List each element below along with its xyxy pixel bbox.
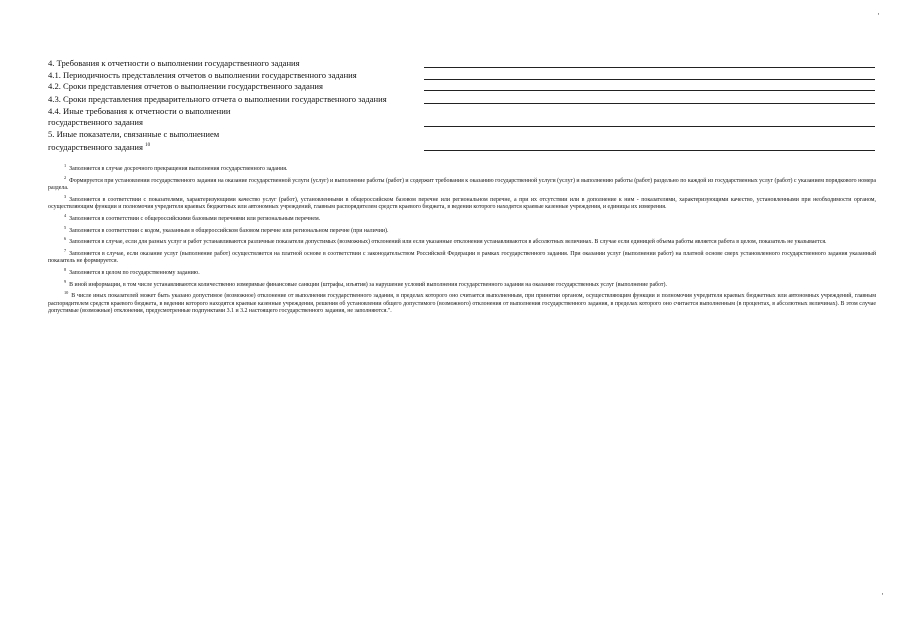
footnote-5 [48, 224, 876, 236]
requirement-4-4-label-line2: государственного задания [48, 117, 143, 127]
footnote-text: Заполняется в соответствии с общероссийскими базовыми перечнями или региональным перечнем. [69, 215, 321, 222]
footnote-number: 6 [64, 236, 67, 242]
footnote-number: 9 [64, 278, 67, 284]
footnote-text: Заполняется в случае, если для разных услуг и работ устанавливаются различные показатели допустимых (возможных) отклонений или если указанные отклонения устанавливаются в абсолютных величинах. В случае если единицей объема работы является работа в целом, показатель не указывается. [69, 239, 827, 246]
footnote-number: 5 [64, 224, 67, 230]
requirement-4-2-fill-line [424, 90, 875, 91]
requirement-5-footnote-ref: 10 [145, 143, 151, 149]
requirement-5-label-text: государственного задания [48, 142, 143, 152]
footnote-7 [48, 247, 876, 266]
requirement-4-1-fill-line [424, 79, 875, 80]
requirement-4-fill-line [424, 67, 875, 68]
requirement-4-4-label-line1: 4.4. Иные требования к отчетности о выполнении [48, 106, 231, 116]
footnote-text: Заполняется в соответствии с кодом, указанным в общероссийском базовом перечне или региональном перечне (при наличии). [69, 227, 389, 234]
footnote-text: Заполняется в случае досрочного прекращения выполнения государственного задания. [69, 166, 288, 172]
footnote-2 [48, 174, 876, 193]
requirement-4-4-fill-line [424, 126, 875, 127]
requirement-5-label-line2 [48, 142, 150, 152]
footnote-number: 10 [64, 290, 69, 296]
requirement-4-2-label: 4.2. Сроки представления отчетов о выполнении государственного задания [48, 81, 323, 91]
footnote-text: Заполняется в случае, если оказание услуг (выполнение работ) осуществляется на платной основе в соответствии с законодательством Российской Федерации в рамках государственного задания. При оказании услуг (выполнении работ) на платной основе сверх установленного государственного задания указанный показатель не формируется. [48, 250, 876, 265]
footnote-10 [48, 290, 876, 316]
requirement-4-label: 4. Требования к отчетности о выполнении государственного задания [48, 58, 300, 68]
footnote-text: В числе иных показателей может быть указано допустимое (возможное) отклонение от выполнения государственного задания, в пределах которого оно считается выполненным, при принятии органом, осуществляющим функции и полномочия учредителя краевых бюджетных или автономных учреждений, главным распорядителем средств краевого бюджета, в ведении которого находятся краевые казенные учреждения, решения об установлении общего допустимого (возможного) отклонения от выполнения государственного задания, в пределах которого оно считается выполненным (в процентах, в абсолютных величинах). В этом случае допустимые (возможные) отклонения, предусмотренные подпунктами 3.1 и 3.2 настоящего государственного задания, не заполняются.". [48, 293, 876, 315]
footnote-number: 4 [64, 213, 67, 218]
footnote-text: В иной информации, в том числе устанавливаются количественно измеримые финансовые санкции (штрафы, изъятия) за нарушение условий выполнения государственного задания на оказание государственных услуг (выполнение работ). [69, 281, 667, 288]
footnote-3 [48, 193, 876, 212]
footnote-8 [48, 266, 876, 278]
scan-mark-top: · [877, 9, 880, 19]
footnote-6 [48, 236, 876, 247]
requirement-4-1-label: 4.1. Периодичность представления отчетов о выполнении государственного задания [48, 70, 357, 80]
footnote-1 [48, 163, 876, 174]
footnote-text: Формируется при установлении государственного задания на оказание государственной услуги (услуг) и выполнение работы (работ) и содержит требования к оказанию государственной услуги (услуг) и выполнению работы (работ) раздельно по каждой из государственных услуг (работ) с указанием порядкового номера раздела. [48, 177, 876, 192]
footnote-text: Заполняется в соответствии с показателями, характеризующими качество услуг (работ), установленными в общероссийском базовом перечне или региональном перечне, а при их отсутствии или в дополнение к ним - показателями, характеризующими качество, установленными при необходимости органом, осуществляющим функции и полномочия учредителя краевых бюджетных или автономных учреждений, главным распорядителем средств краевого бюджета, в ведении которого находятся краевые казенные учреждения, и единицы их измерения. [48, 196, 876, 211]
requirement-4-3-label: 4.3. Сроки представления предварительного отчета о выполнении государственного задания [48, 94, 387, 104]
footnote-number: 1 [64, 163, 67, 169]
scan-mark-bottom: · [881, 589, 884, 599]
footnote-4 [48, 213, 876, 224]
footnote-number: 2 [64, 174, 67, 180]
footnote-9 [48, 278, 876, 290]
footnote-number: 3 [64, 193, 67, 199]
requirement-5-label-line1: 5. Иные показатели, связанные с выполнением [48, 129, 220, 139]
footnote-number: 7 [64, 247, 67, 253]
footnotes [48, 163, 876, 320]
footnote-text: Заполняется в целом по государственному заданию. [69, 269, 200, 276]
requirement-5-fill-line [424, 150, 875, 151]
footnote-number: 8 [64, 266, 67, 272]
requirement-4-3-fill-line [424, 103, 875, 104]
